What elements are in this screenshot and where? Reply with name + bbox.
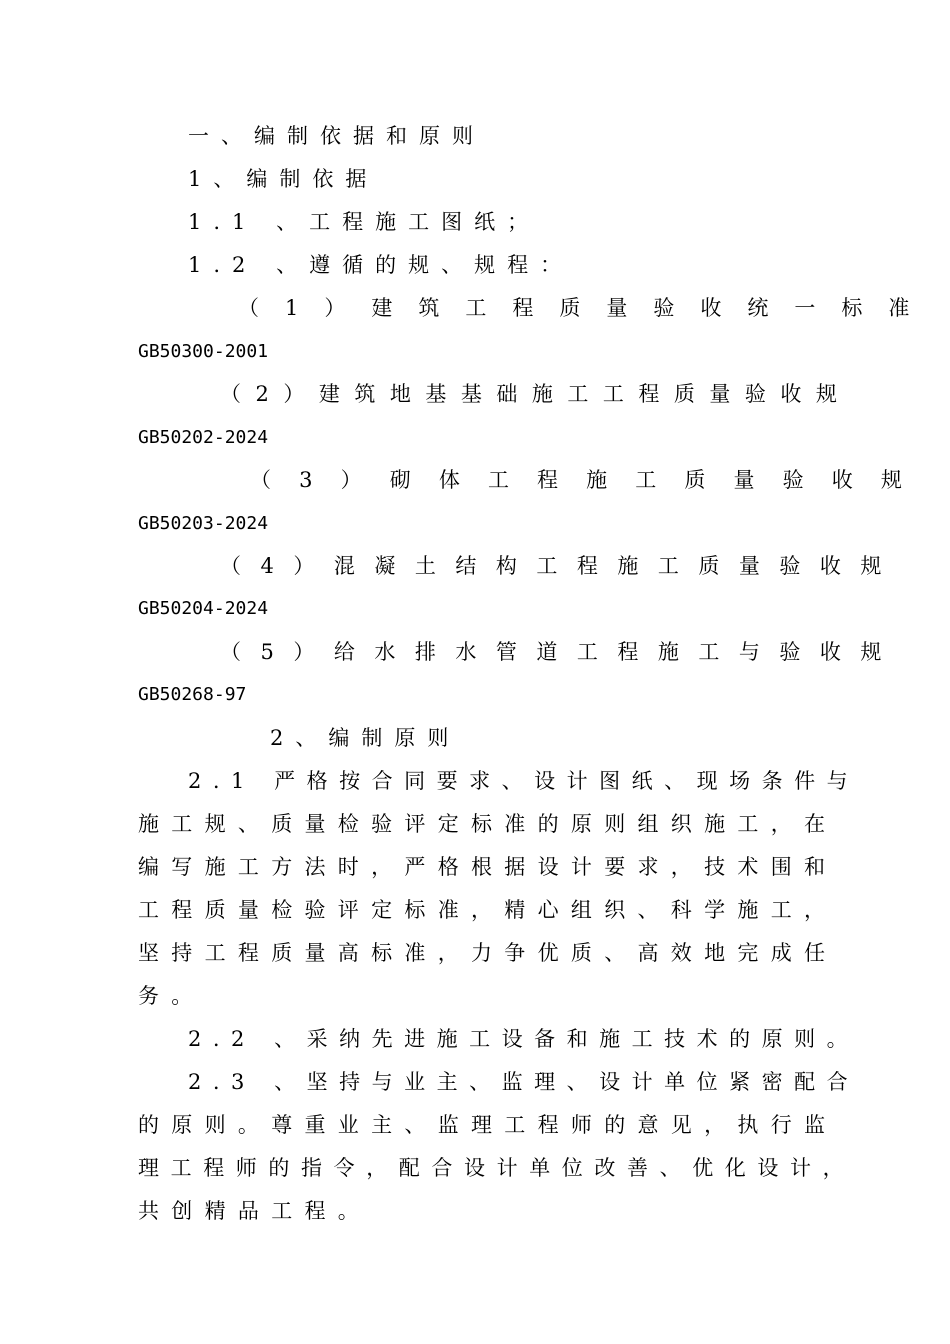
standard-1-text — [238, 294, 936, 322]
principle-2-1-line-5: 坚持工程质量高标准，力争优质、高效地完成任 — [138, 941, 838, 965]
heading-principles: 2、编制原则 — [270, 726, 461, 750]
principle-2-1-line-6: 务。 — [138, 984, 205, 1008]
standard-2-code: GB50202-2024 — [138, 427, 269, 448]
principle-2-3-line-3: 理工程师的指令，配合设计单位改善、优化设计， — [138, 1156, 856, 1180]
item-1-2: 1.2 、遵循的规、规程： — [188, 253, 574, 277]
principle-2-3-line-2: 的原则。尊重业主、监理工程师的意见，执行监 — [138, 1113, 838, 1137]
standard-5-text: （5）给水排水管道工程施工与验收规 — [220, 640, 901, 664]
principle-2-1-line-1: 2.1 严格按合同要求、设计图纸、现场条件与 — [188, 769, 860, 793]
standard-3-code: GB50203-2024 — [138, 513, 269, 534]
item-1-1: 1.1 、工程施工图纸； — [188, 210, 541, 234]
standard-2-text: （2）建筑地基基础施工工程质量验收规 — [220, 382, 852, 406]
principle-2-1-line-4: 工程质量检验评定标准，精心组织、科学施工， — [138, 898, 838, 922]
heading-basis: 1、编制依据 — [188, 167, 379, 191]
principle-2-3-line-1: 2.3 、坚持与业主、监理、设计单位紧密配合 — [188, 1070, 860, 1094]
principle-2-1-line-2: 施工规、质量检验评定标准的原则组织施工，在 — [138, 812, 838, 836]
standard-1-code: GB50300-2001 — [138, 341, 269, 362]
principle-2-1-line-3: 编写施工方法时，严格根据设计要求，技术围和 — [138, 855, 838, 879]
principle-2-3-line-4: 共创精品工程。 — [138, 1199, 372, 1223]
standard-1-label: （1）建筑工程质量验收统一标准 — [238, 296, 936, 320]
standard-4-text: （4）混凝土结构工程施工质量验收规 — [220, 554, 901, 578]
standard-3-text: （3）砌体工程施工质量验收规 — [250, 468, 930, 492]
section-title: 一、编制依据和原则 — [188, 124, 485, 148]
standard-5-code: GB50268-97 — [138, 684, 247, 705]
standard-4-code: GB50204-2024 — [138, 598, 269, 619]
principle-2-2: 2.2 、采纳先进施工设备和施工技术的原则。 — [188, 1027, 860, 1051]
